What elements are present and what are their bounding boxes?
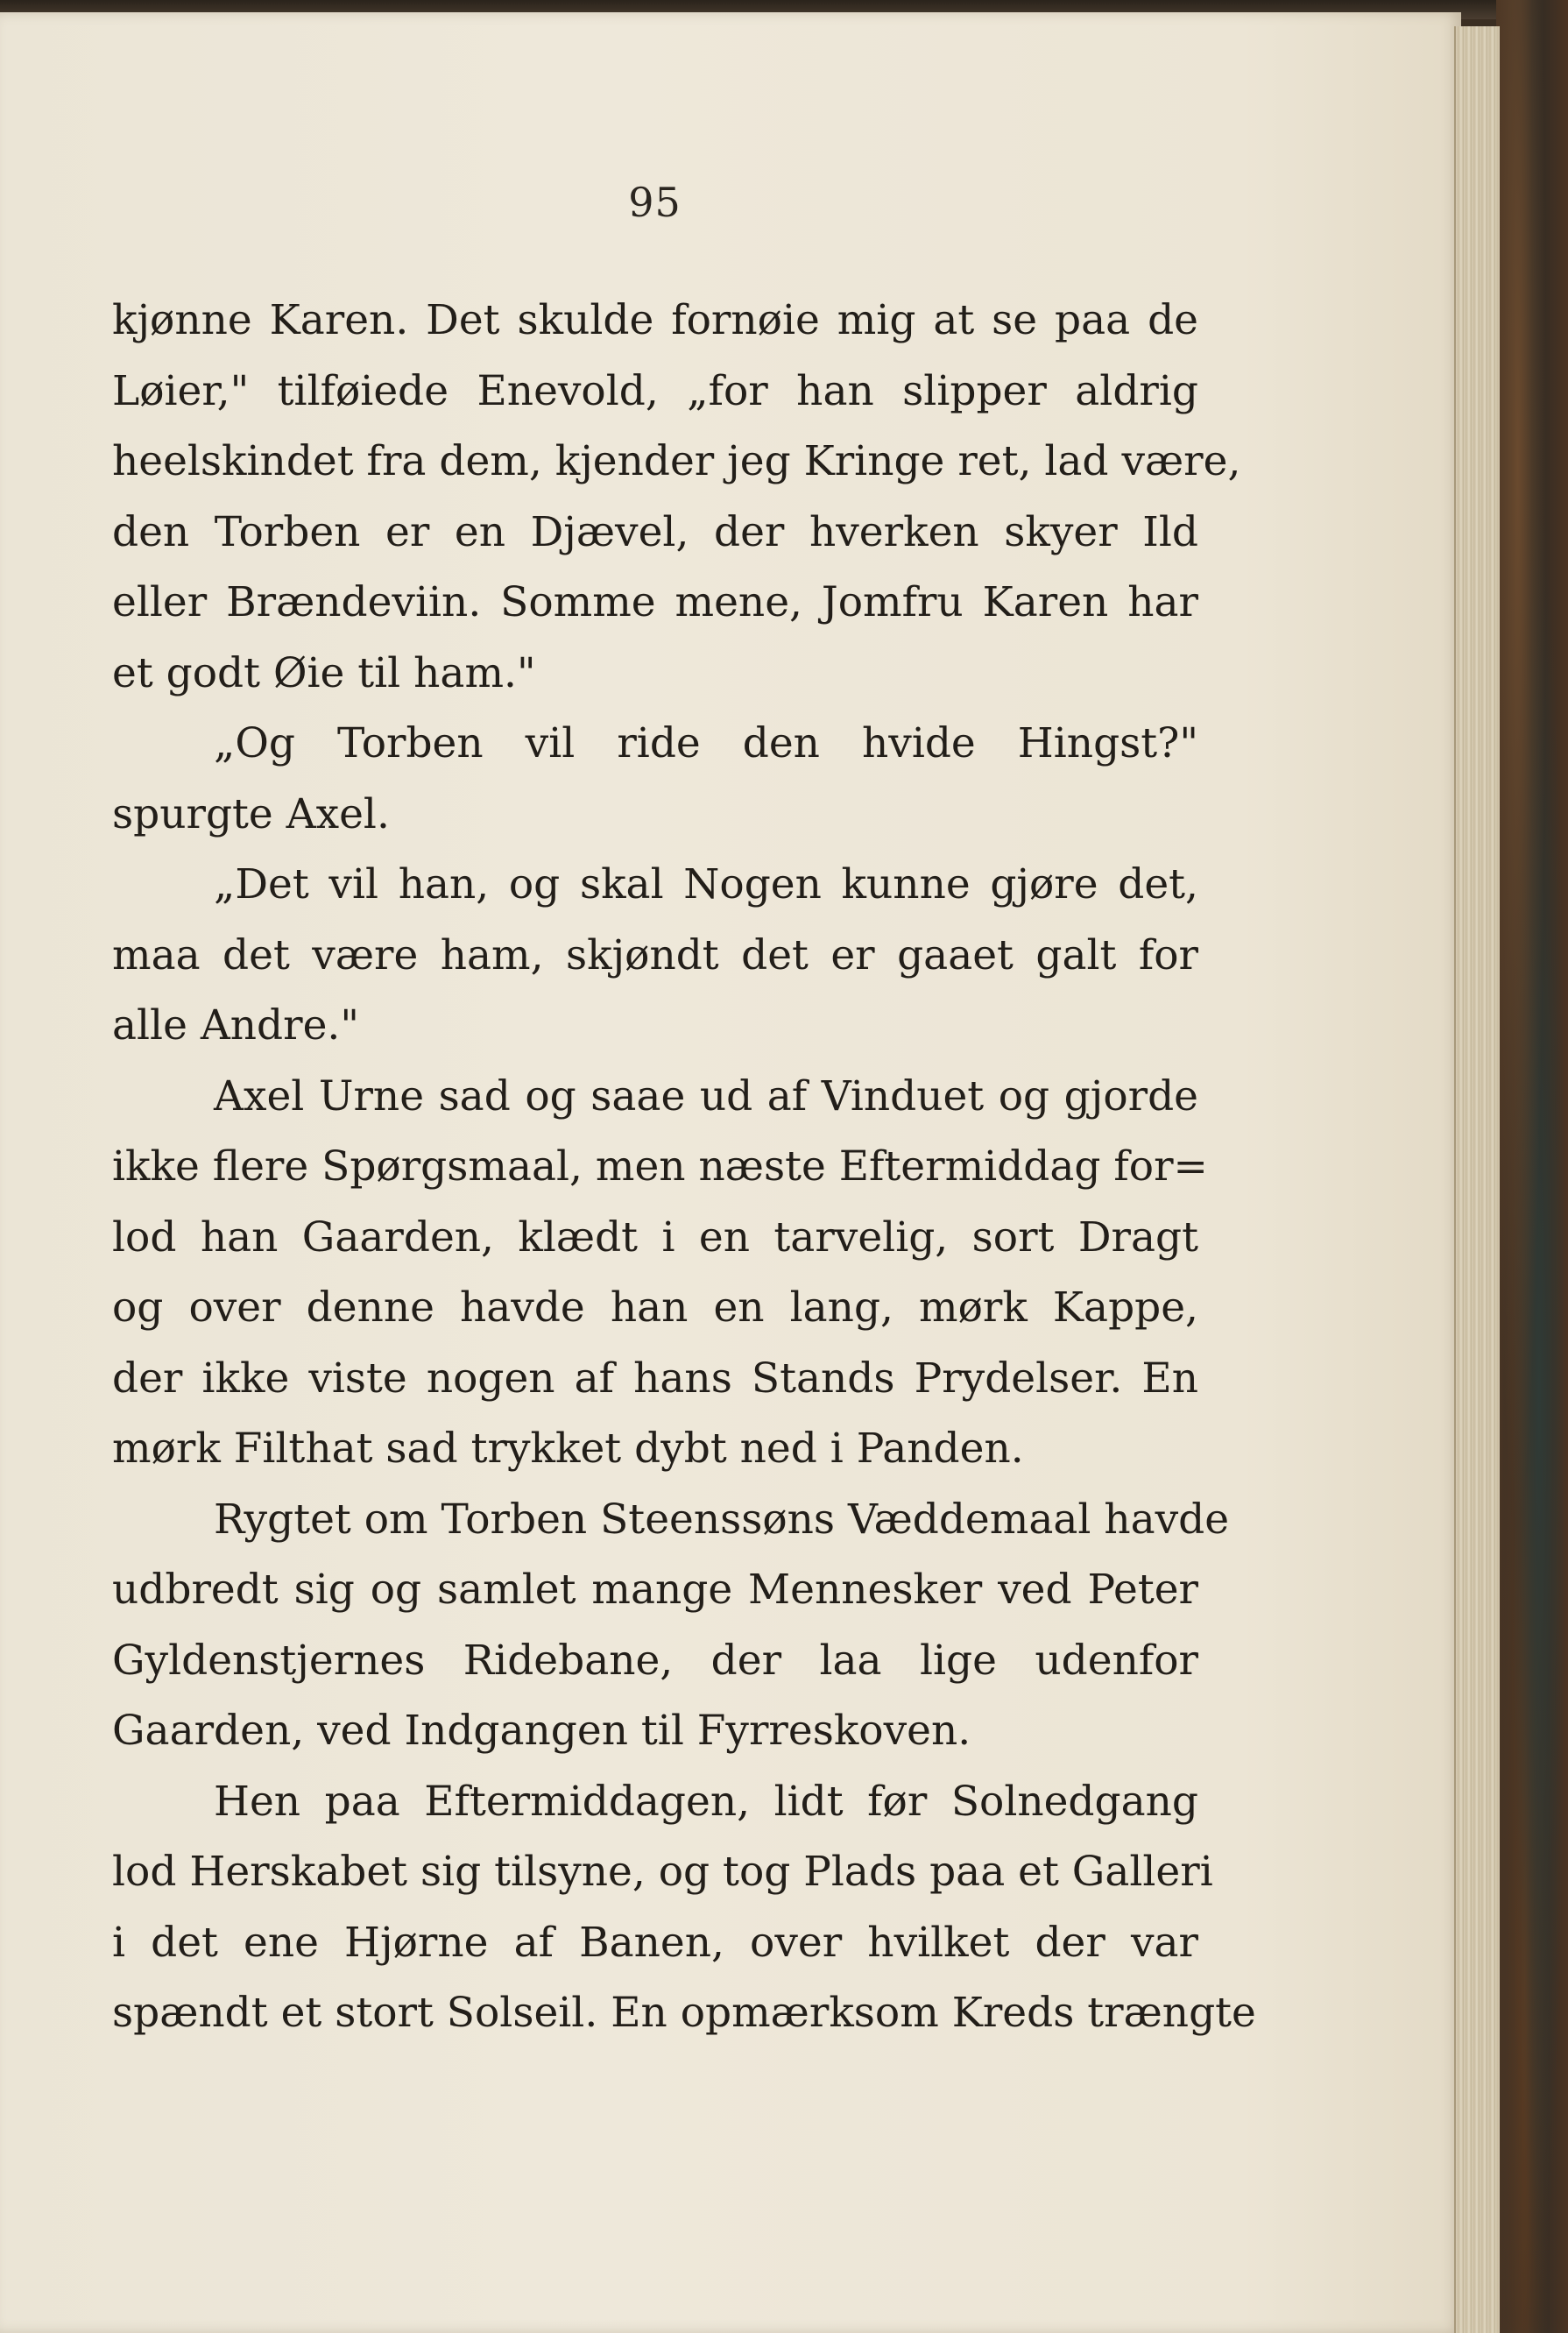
text-line: og over denne havde han en lang, mørk Kappe, xyxy=(112,1283,1198,1332)
text-line: heelskindet fra dem, kjender jeg Kringe ret, lad være, xyxy=(112,437,1241,485)
text-line: et godt Øie til ham." xyxy=(112,648,536,697)
text-line: eller Brændeviin. Somme mene, Jomfru Karen har xyxy=(112,578,1198,626)
text-line: „Det vil han, og skal Nogen kunne gjøre det, xyxy=(214,860,1198,908)
text-line: Gyldenstjernes Ridebane, der laa lige udenfor xyxy=(112,1636,1198,1685)
text-line: den Torben er en Djævel, der hverken skyer Ild xyxy=(112,507,1198,556)
text-line: Gaarden, ved Indgangen til Fyrreskoven. xyxy=(112,1707,971,1755)
text-line: mørk Filthat sad trykket dybt ned i Panden. xyxy=(112,1425,1024,1473)
text-line: Rygtet om Torben Steenssøns Væddemaal havde xyxy=(214,1495,1230,1544)
text-line: lod han Gaarden, klædt i en tarvelig, sort Dragt xyxy=(112,1212,1198,1262)
page-number: 95 xyxy=(628,179,682,226)
book-page xyxy=(0,12,1461,2333)
page-text xyxy=(112,286,1256,2049)
text-line: spurgte Axel. xyxy=(112,789,390,838)
text-line: alle Andre." xyxy=(112,1001,359,1050)
text-line: udbredt sig og samlet mange Mennesker ved Peter xyxy=(112,1566,1198,1614)
book-binding xyxy=(1496,0,1568,2333)
text-line: Axel Urne sad og saae ud af Vinduet og gjorde xyxy=(214,1071,1198,1121)
text-line: kjønne Karen. Det skulde fornøie mig at se paa de xyxy=(112,296,1198,344)
text-line: Hen paa Eftermiddagen, lidt før Solnedgang xyxy=(214,1777,1198,1826)
text-line: der ikke viste nogen af hans Stands Prydelser. En xyxy=(112,1354,1198,1403)
text-line: i det ene Hjørne af Banen, over hvilket der var xyxy=(112,1918,1198,1967)
page-edges xyxy=(1454,26,1500,2333)
text-line: spændt et stort Solseil. En opmærksom Kreds trængte xyxy=(112,1989,1256,2037)
text-line: „Og Torben vil ride den hvide Hingst?" xyxy=(214,719,1198,767)
text-line: Løier," tilføiede Enevold, „for han slipper aldrig xyxy=(112,366,1198,415)
text-line: maa det være ham, skjøndt det er gaaet galt for xyxy=(112,930,1198,979)
text-line: lod Herskabet sig tilsyne, og tog Plads paa et Galleri xyxy=(112,1848,1213,1896)
text-line: ikke flere Spørgsmaal, men næste Eftermiddag for= xyxy=(112,1142,1208,1191)
